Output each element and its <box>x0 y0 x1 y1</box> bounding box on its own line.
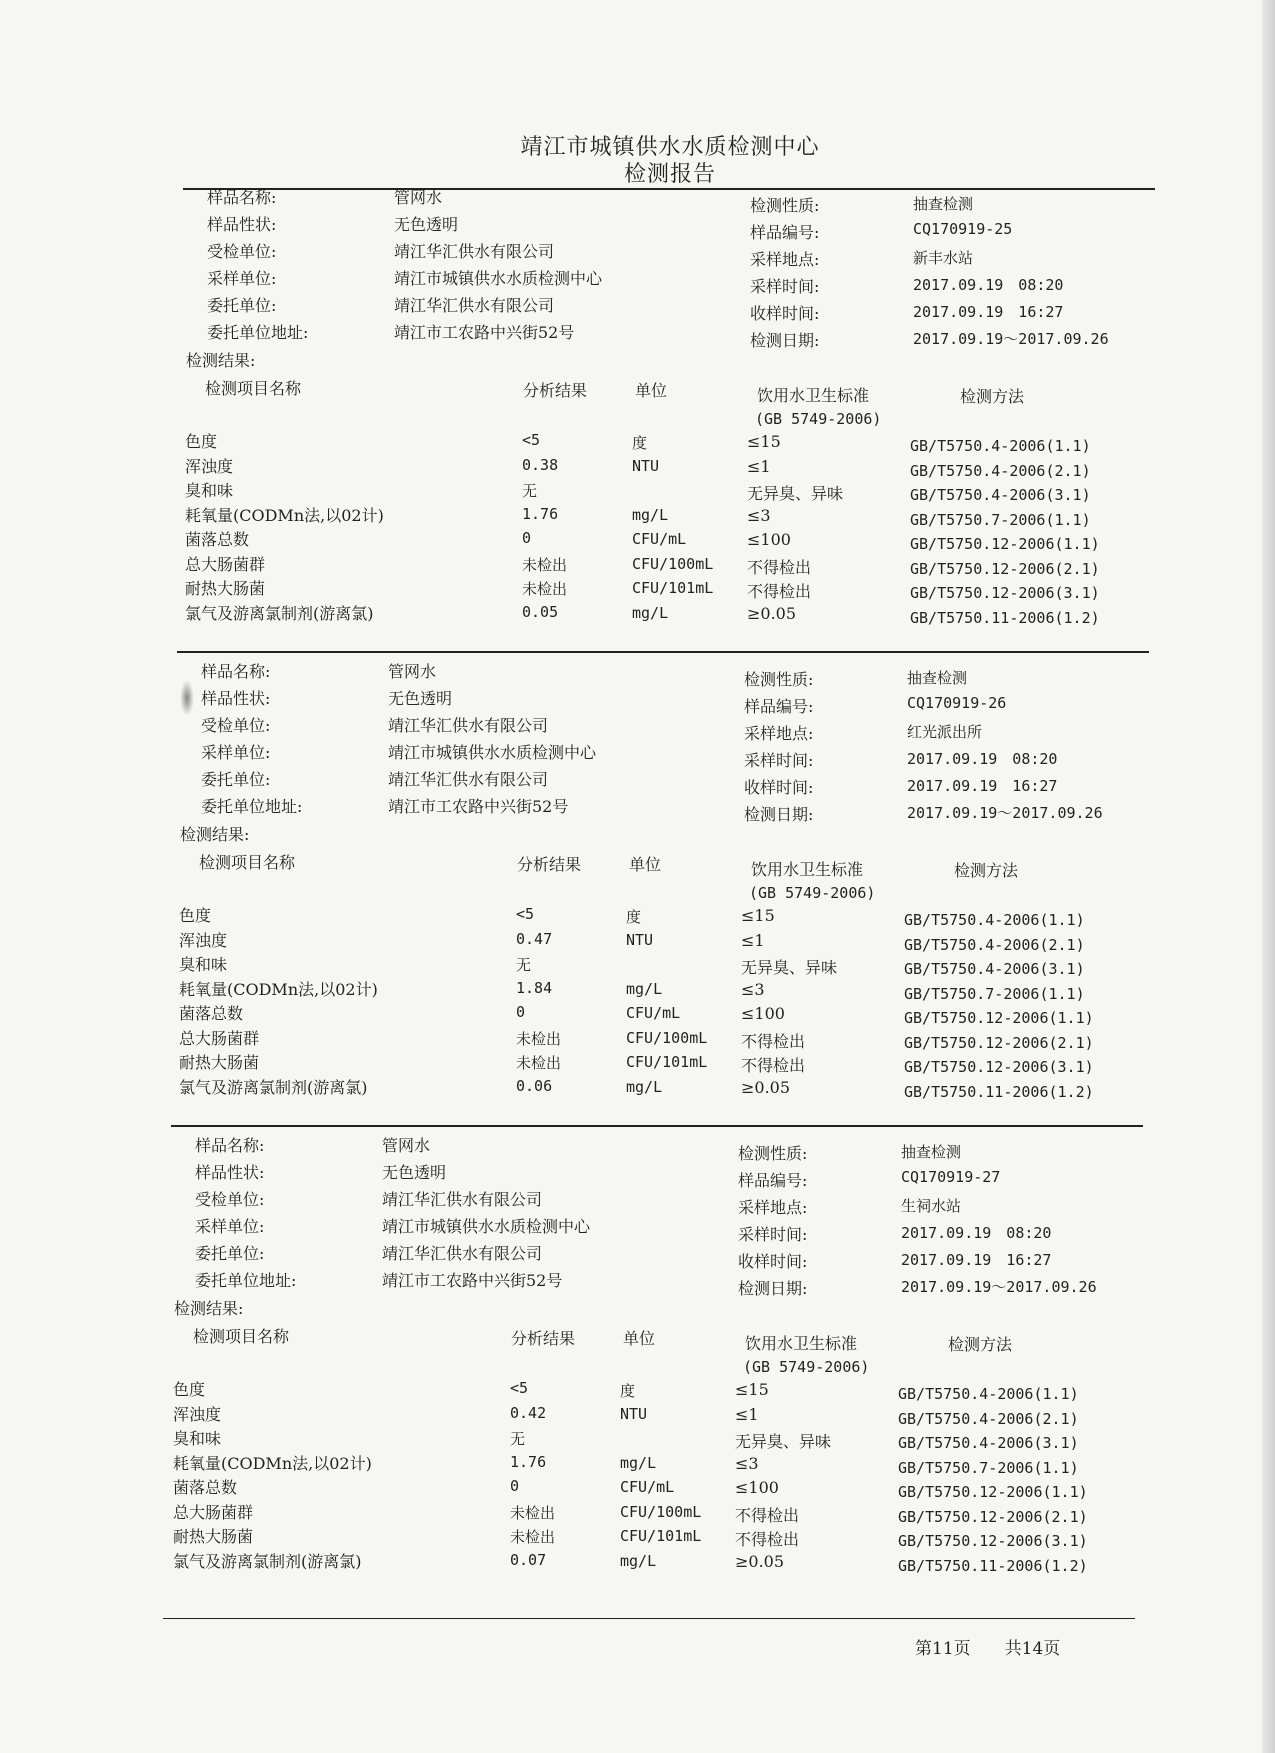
row-unit: CFU/101mL <box>632 579 714 597</box>
row-item: 总大肠菌群 <box>179 1028 260 1048</box>
sample-name-value: 管网水 <box>382 1136 431 1155</box>
row-method: GB/T5750.4-2006(2.1) <box>910 461 1091 480</box>
row-result: 无 <box>522 482 538 500</box>
inspected-unit-label: 受检单位: <box>207 242 277 261</box>
row-item: 菌落总数 <box>185 530 250 549</box>
sampling-unit-value: 靖江市城镇供水水质检测中心 <box>382 1217 591 1236</box>
client-unit-label: 委托单位: <box>207 296 277 315</box>
report-subtitle: 检测报告 <box>623 162 716 187</box>
col-standard-sub: (GB 5749-2006) <box>755 410 882 428</box>
row-result: 未检出 <box>522 555 568 574</box>
row-method: GB/T5750.4-2006(1.1) <box>898 1385 1079 1403</box>
row-unit: mg/L <box>620 1551 657 1570</box>
test-nature-value: 抽查检测 <box>913 195 974 213</box>
client-address-value: 靖江市工农路中兴街52号 <box>382 1271 563 1290</box>
sample-name-label: 样品名称: <box>207 188 277 207</box>
row-result: 1.76 <box>510 1452 547 1471</box>
report-title: 靖江市城镇供水水质检测中心 <box>520 135 820 160</box>
sample-number-value: CQ170919-26 <box>907 694 1007 712</box>
row-item: 臭和味 <box>173 1429 222 1448</box>
row-standard: ≤100 <box>741 1004 785 1023</box>
sampling-time-label: 采样时间: <box>744 751 814 770</box>
row-unit: 度 <box>620 1382 636 1400</box>
row-result: 0.47 <box>516 929 553 948</box>
col-item-header: 检测项目名称 <box>205 379 302 398</box>
inspected-unit-value: 靖江华汇供水有限公司 <box>394 242 555 261</box>
col-method-header: 检测方法 <box>954 861 1019 880</box>
page-footer <box>915 1634 1094 1659</box>
row-result: 无 <box>510 1430 526 1448</box>
sampling-site-value: 红光派出所 <box>907 723 983 741</box>
row-item: 氯气及游离氯制剂(游离氯) <box>173 1551 362 1571</box>
row-standard: ≥0.05 <box>735 1551 785 1571</box>
row-method: GB/T5750.4-2006(3.1) <box>898 1434 1079 1452</box>
col-unit-header: 单位 <box>635 381 668 400</box>
row-standard: ≤1 <box>735 1404 759 1424</box>
row-result: 未检出 <box>510 1528 556 1546</box>
row-item: 色度 <box>173 1380 206 1399</box>
sampling-unit-label: 采样单位: <box>201 743 271 762</box>
row-item: 总大肠菌群 <box>185 554 266 574</box>
row-unit: mg/L <box>620 1453 657 1472</box>
bottom-rule <box>163 1618 1135 1619</box>
row-standard: ≥0.05 <box>741 1077 791 1097</box>
col-method-header: 检测方法 <box>948 1335 1013 1354</box>
row-result: 0 <box>516 1003 526 1021</box>
col-item-header: 检测项目名称 <box>193 1327 290 1346</box>
row-item: 氯气及游离氯制剂(游离氯) <box>185 603 374 623</box>
sampling-site-label: 采样地点: <box>750 250 820 269</box>
sampling-site-value: 生祠水站 <box>901 1197 962 1215</box>
row-result: <5 <box>516 905 535 923</box>
client-unit-value: 靖江华汇供水有限公司 <box>382 1244 543 1263</box>
row-item: 浑浊度 <box>179 930 228 950</box>
row-result: 0.05 <box>522 602 559 621</box>
row-standard: 不得检出 <box>747 582 812 601</box>
row-unit: CFU/101mL <box>626 1053 708 1071</box>
test-nature-value: 抽查检测 <box>901 1143 962 1161</box>
sample-number-value: CQ170919-25 <box>913 220 1013 238</box>
sample-name-label: 样品名称: <box>195 1136 265 1155</box>
inspected-unit-label: 受检单位: <box>195 1190 265 1209</box>
sample-state-label: 样品性状: <box>201 689 271 708</box>
row-unit: mg/L <box>626 1077 663 1096</box>
row-unit: CFU/101mL <box>620 1527 702 1545</box>
col-standard-header: 饮用水卫生标准 <box>745 1334 858 1353</box>
sample-state-value: 无色透明 <box>394 215 459 234</box>
row-unit: CFU/mL <box>626 1004 681 1022</box>
row-standard: ≤3 <box>735 1453 759 1473</box>
sample-section-1 <box>0 185 1275 627</box>
row-standard: ≤3 <box>747 505 771 525</box>
inspected-unit-value: 靖江华汇供水有限公司 <box>388 716 549 735</box>
sampling-time-value: 2017.09.19 08:20 <box>901 1224 1052 1242</box>
row-unit: CFU/100mL <box>632 554 714 573</box>
page-total: 共14页 <box>1004 1639 1061 1659</box>
row-standard: 无异臭、异味 <box>747 484 844 503</box>
test-nature-label: 检测性质: <box>738 1144 808 1163</box>
sample-name-value: 管网水 <box>388 662 437 681</box>
client-address-value: 靖江市工农路中兴街52号 <box>388 797 569 816</box>
col-method-header: 检测方法 <box>960 387 1025 406</box>
client-unit-label: 委托单位: <box>195 1244 265 1263</box>
row-result: 0.07 <box>510 1550 547 1569</box>
row-method: GB/T5750.12-2006(3.1) <box>910 584 1100 602</box>
row-method: GB/T5750.11-2006(1.2) <box>910 608 1100 627</box>
section-rule <box>177 651 1149 653</box>
sampling-time-value: 2017.09.19 08:20 <box>913 276 1064 294</box>
col-standard-sub: (GB 5749-2006) <box>749 884 876 902</box>
row-unit: 度 <box>632 434 648 452</box>
row-standard: ≤15 <box>747 432 781 451</box>
row-method: GB/T5750.11-2006(1.2) <box>898 1556 1088 1575</box>
col-standard-sub: (GB 5749-2006) <box>743 1358 870 1376</box>
row-result: 未检出 <box>516 1029 562 1048</box>
col-standard-header: 饮用水卫生标准 <box>757 386 870 405</box>
row-unit: mg/L <box>632 603 669 622</box>
row-standard: 不得检出 <box>741 1031 806 1051</box>
row-result: 1.76 <box>522 504 559 523</box>
sample-state-value: 无色透明 <box>382 1163 447 1182</box>
client-unit-label: 委托单位: <box>201 770 271 789</box>
row-unit: mg/L <box>626 979 663 998</box>
receipt-time-value: 2017.09.19 16:27 <box>907 777 1058 795</box>
test-nature-label: 检测性质: <box>744 670 814 689</box>
row-item: 菌落总数 <box>179 1004 244 1023</box>
row-method: GB/T5750.12-2006(1.1) <box>910 535 1100 553</box>
row-method: GB/T5750.4-2006(2.1) <box>904 935 1085 954</box>
row-item: 浑浊度 <box>173 1404 222 1424</box>
row-standard: ≤1 <box>747 456 771 476</box>
row-unit: CFU/100mL <box>620 1502 702 1521</box>
row-method: GB/T5750.12-2006(2.1) <box>904 1033 1094 1052</box>
col-result-header: 分析结果 <box>517 855 582 874</box>
row-result: 未检出 <box>510 1503 556 1522</box>
row-item: 氯气及游离氯制剂(游离氯) <box>179 1077 368 1097</box>
row-result: 无 <box>516 956 532 974</box>
results-label: 检测结果: <box>186 351 256 370</box>
row-item: 浑浊度 <box>185 456 234 476</box>
sampling-time-label: 采样时间: <box>738 1225 808 1244</box>
test-nature-value: 抽查检测 <box>907 669 968 687</box>
col-item-header: 检测项目名称 <box>199 853 296 872</box>
sampling-site-label: 采样地点: <box>744 724 814 743</box>
sample-number-label: 样品编号: <box>744 697 814 716</box>
row-result: 0 <box>510 1477 520 1495</box>
col-unit-header: 单位 <box>623 1329 656 1348</box>
sampling-site-label: 采样地点: <box>738 1198 808 1217</box>
row-standard: 不得检出 <box>735 1530 800 1549</box>
sampling-time-label: 采样时间: <box>750 277 820 296</box>
row-standard: ≥0.05 <box>747 603 797 623</box>
row-item: 色度 <box>179 906 212 925</box>
row-item: 耐热大肠菌 <box>185 579 266 598</box>
sampling-unit-value: 靖江市城镇供水水质检测中心 <box>394 269 603 288</box>
client-unit-value: 靖江华汇供水有限公司 <box>388 770 549 789</box>
row-result: <5 <box>522 431 541 449</box>
test-date-value: 2017.09.19～2017.09.26 <box>901 1278 1097 1296</box>
sample-number-value: CQ170919-27 <box>901 1168 1001 1186</box>
row-unit: mg/L <box>632 505 669 524</box>
test-date-label: 检测日期: <box>738 1279 808 1298</box>
row-result: 1.84 <box>516 978 553 997</box>
row-method: GB/T5750.7-2006(1.1) <box>898 1458 1079 1477</box>
sample-section-3 <box>0 1133 1263 1575</box>
client-address-label: 委托单位地址: <box>207 323 309 342</box>
sample-number-label: 样品编号: <box>738 1171 808 1190</box>
test-date-label: 检测日期: <box>750 331 820 350</box>
test-date-label: 检测日期: <box>744 805 814 824</box>
row-method: GB/T5750.4-2006(3.1) <box>910 486 1091 504</box>
sampling-time-value: 2017.09.19 08:20 <box>907 750 1058 768</box>
row-method: GB/T5750.12-2006(3.1) <box>898 1532 1088 1550</box>
row-unit: CFU/100mL <box>626 1028 708 1047</box>
col-result-header: 分析结果 <box>523 381 588 400</box>
row-standard: 不得检出 <box>741 1056 806 1075</box>
receipt-time-label: 收样时间: <box>738 1252 808 1271</box>
receipt-time-value: 2017.09.19 16:27 <box>901 1251 1052 1269</box>
row-result: 未检出 <box>522 580 568 598</box>
section-rule <box>171 1125 1143 1127</box>
row-item: 臭和味 <box>179 955 228 974</box>
row-unit: NTU <box>620 1404 648 1423</box>
row-result: 0.38 <box>522 455 559 474</box>
col-result-header: 分析结果 <box>511 1329 576 1348</box>
row-item: 耐热大肠菌 <box>179 1053 260 1072</box>
row-item: 耗氧量(CODMn法,以02计) <box>179 979 378 999</box>
test-nature-label: 检测性质: <box>750 196 820 215</box>
sample-name-value: 管网水 <box>394 188 443 207</box>
row-item: 总大肠菌群 <box>173 1502 254 1522</box>
row-result: 0.42 <box>510 1403 547 1422</box>
row-method: GB/T5750.12-2006(3.1) <box>904 1058 1094 1076</box>
row-method: GB/T5750.12-2006(2.1) <box>898 1507 1088 1526</box>
row-item: 耗氧量(CODMn法,以02计) <box>185 505 384 525</box>
sample-state-value: 无色透明 <box>388 689 453 708</box>
row-unit: NTU <box>632 456 660 475</box>
row-standard: ≤15 <box>741 906 775 925</box>
row-method: GB/T5750.12-2006(2.1) <box>910 559 1100 578</box>
sample-section-2 <box>0 659 1269 1101</box>
receipt-time-value: 2017.09.19 16:27 <box>913 303 1064 321</box>
sample-state-label: 样品性状: <box>195 1163 265 1182</box>
sampling-unit-value: 靖江市城镇供水水质检测中心 <box>388 743 597 762</box>
sample-name-label: 样品名称: <box>201 662 271 681</box>
row-result: 未检出 <box>516 1054 562 1072</box>
row-standard: 无异臭、异味 <box>741 958 838 977</box>
sampling-unit-label: 采样单位: <box>207 269 277 288</box>
row-method: GB/T5750.12-2006(1.1) <box>898 1483 1088 1501</box>
test-date-value: 2017.09.19～2017.09.26 <box>907 804 1103 822</box>
row-result: <5 <box>510 1379 529 1397</box>
row-result: 0 <box>522 529 532 547</box>
inspected-unit-value: 靖江华汇供水有限公司 <box>382 1190 543 1209</box>
row-method: GB/T5750.4-2006(1.1) <box>910 437 1091 455</box>
sample-number-label: 样品编号: <box>750 223 820 242</box>
row-standard: 无异臭、异味 <box>735 1432 832 1451</box>
client-unit-value: 靖江华汇供水有限公司 <box>394 296 555 315</box>
row-item: 菌落总数 <box>173 1478 238 1497</box>
sampling-site-value: 新丰水站 <box>913 249 974 267</box>
row-method: GB/T5750.7-2006(1.1) <box>910 510 1091 529</box>
row-item: 臭和味 <box>185 481 234 500</box>
sample-state-label: 样品性状: <box>207 215 277 234</box>
col-standard-header: 饮用水卫生标准 <box>751 860 864 879</box>
client-address-label: 委托单位地址: <box>201 797 303 816</box>
row-item: 耗氧量(CODMn法,以02计) <box>173 1453 372 1473</box>
row-item: 耐热大肠菌 <box>173 1527 254 1546</box>
results-label: 检测结果: <box>174 1299 244 1318</box>
receipt-time-label: 收样时间: <box>744 778 814 797</box>
sampling-unit-label: 采样单位: <box>195 1217 265 1236</box>
test-date-value: 2017.09.19～2017.09.26 <box>913 330 1109 348</box>
row-item: 色度 <box>185 432 218 451</box>
row-result: 0.06 <box>516 1076 553 1095</box>
row-standard: ≤100 <box>747 530 791 549</box>
row-method: GB/T5750.4-2006(1.1) <box>904 911 1085 929</box>
row-unit: CFU/mL <box>632 530 687 548</box>
results-label: 检测结果: <box>180 825 250 844</box>
row-method: GB/T5750.11-2006(1.2) <box>904 1082 1094 1101</box>
receipt-time-label: 收样时间: <box>750 304 820 323</box>
row-method: GB/T5750.4-2006(2.1) <box>898 1409 1079 1428</box>
row-method: GB/T5750.12-2006(1.1) <box>904 1009 1094 1027</box>
row-unit: CFU/mL <box>620 1478 675 1496</box>
row-standard: 不得检出 <box>747 557 812 577</box>
row-method: GB/T5750.4-2006(3.1) <box>904 960 1085 978</box>
row-standard: 不得检出 <box>735 1505 800 1525</box>
row-standard: ≤3 <box>741 979 765 999</box>
inspected-unit-label: 受检单位: <box>201 716 271 735</box>
client-address-value: 靖江市工农路中兴街52号 <box>394 323 575 342</box>
client-address-label: 委托单位地址: <box>195 1271 297 1290</box>
row-method: GB/T5750.7-2006(1.1) <box>904 984 1085 1003</box>
row-unit: NTU <box>626 930 654 949</box>
row-standard: ≤1 <box>741 930 765 950</box>
row-unit: 度 <box>626 908 642 926</box>
row-standard: ≤15 <box>735 1380 769 1399</box>
page-number: 第11页 <box>915 1639 971 1659</box>
row-standard: ≤100 <box>735 1478 779 1497</box>
col-unit-header: 单位 <box>629 855 662 874</box>
